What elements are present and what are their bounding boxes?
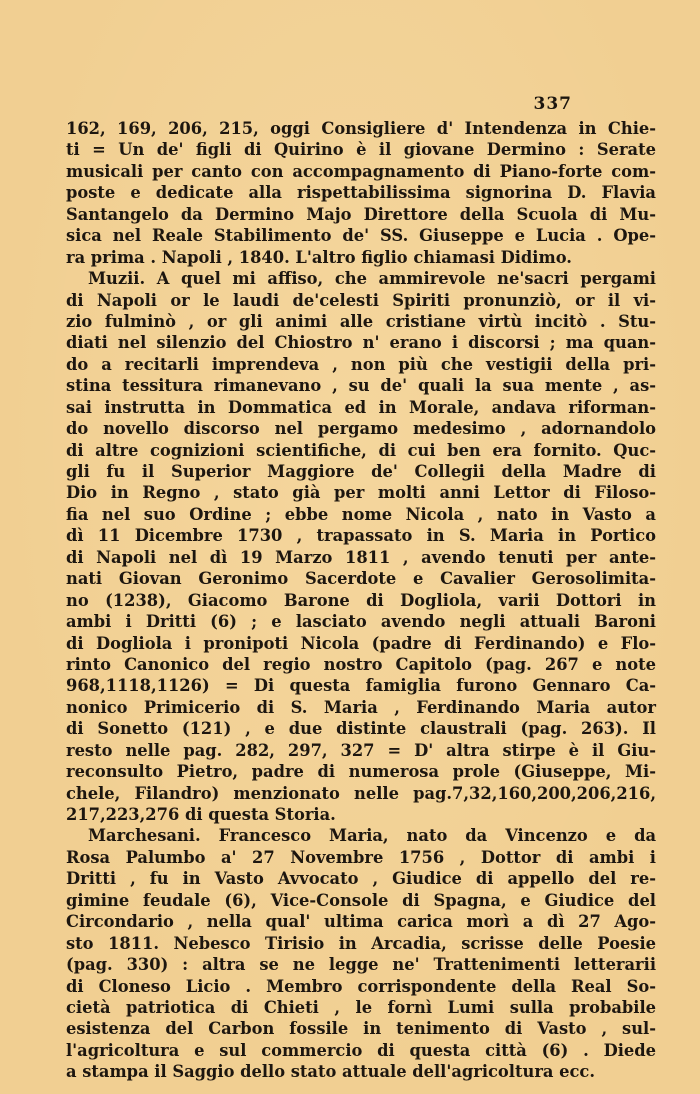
body-text <box>66 118 656 1083</box>
text-line: do novello discorso nel pergamo medesimo , adornandolo <box>66 419 656 439</box>
text-line: di Dogliola i pronipoti Nicola (padre di Ferdinando) e Flo- <box>66 633 656 653</box>
text-line: no (1238), Giacomo Barone di Dogliola, varii Dottori in <box>66 590 656 610</box>
text-line: Marchesani. Francesco Maria, nato da Vincenzo e da <box>88 826 656 846</box>
text-line: ambi i Dritti (6) ; e lasciato avendo negli attuali Baroni <box>66 612 656 632</box>
text-line: do a recitarli imprendeva , non più che vestigii della pri- <box>66 354 656 374</box>
text-line: 162, 169, 206, 215, oggi Consigliere d' Intendenza in Chie- <box>66 119 656 138</box>
text-line: Dio in Regno , stato già per molti anni Lettor di Filoso- <box>66 483 656 503</box>
text-line: musicali per canto con accompagnamento di Piano-forte com- <box>66 161 656 181</box>
text-line: reconsulto Pietro, padre di numerosa prole (Giuseppe, Mi- <box>66 762 656 782</box>
text-line: resto nelle pag. 282, 297, 327 = D' altra stirpe è il Giu- <box>66 740 656 760</box>
text-line: Circondario , nella qual' ultima carica morì a dì 27 Ago- <box>66 912 656 932</box>
text-line: di Napoli nel dì 19 Marzo 1811 , avendo tenuti per ante- <box>66 547 656 567</box>
text-line: di Sonetto (121) , e due distinte claustrali (pag. 263). Il <box>66 719 656 739</box>
text-line: Muzii. A quel mi affiso, che ammirevole ne'sacri pergami <box>88 269 656 289</box>
text-line: (pag. 330) : altra se ne legge ne' Trattenimenti letterarii <box>66 955 656 975</box>
page-number: 337 <box>533 94 572 114</box>
text-line: 217,223,276 di questa Storia. <box>66 805 336 824</box>
text-line: esistenza del Carbon fossile in tenimento di Vasto , sul- <box>66 1019 656 1039</box>
text-line: dì 11 Dicembre 1730 , trapassato in S. Maria in Portico <box>66 526 656 546</box>
text-line: Dritti , fu in Vasto Avvocato , Giudice di appello del re- <box>66 869 656 889</box>
text-line: di Cloneso Licio . Membro corrispondente della Real So- <box>66 976 656 996</box>
text-line: ti = Un de' figli di Quirino è il giovane Dermino : Serate <box>66 140 656 160</box>
text-line: gimine feudale (6), Vice-Console di Spagna, e Giudice del <box>66 890 656 910</box>
text-line: l'agricoltura e sul commercio di questa città (6) . Diede <box>66 1040 656 1060</box>
text-line: Rosa Palumbo a' 27 Novembre 1756 , Dottor di ambi i <box>66 847 656 867</box>
text-line: sica nel Reale Stabilimento de' SS. Giuseppe e Lucia . Ope- <box>66 226 656 246</box>
text-line: poste e dedicate alla rispettabilissima signorina D. Flavia <box>66 183 656 203</box>
text-line: a stampa il Saggio dello stato attuale dell'agricoltura ecc. <box>66 1062 595 1082</box>
text-line: zio fulminò , or gli animi alle cristiane virtù incitò . Stu- <box>66 311 656 331</box>
text-line: 968,1118,1126) = Di questa famiglia furono Gennaro Ca- <box>66 676 656 696</box>
text-line: Santangelo da Dermino Majo Direttore della Scuola di Mu- <box>66 204 656 224</box>
text-line: fia nel suo Ordine ; ebbe nome Nicola , nato in Vasto a <box>66 504 656 524</box>
text-line: sto 1811. Nebesco Tirisio in Arcadia, scrisse delle Poesie <box>66 933 656 953</box>
text-line: di Napoli or le laudi de'celesti Spiriti pronunziò, or il vi- <box>66 290 656 310</box>
text-line: nonico Primicerio di S. Maria , Ferdinando Maria autor <box>66 697 656 717</box>
text-line: rinto Canonico del regio nostro Capitolo (pag. 267 e note <box>66 654 656 674</box>
text-line: nati Giovan Geronimo Sacerdote e Cavalier Gerosolimita- <box>66 569 656 589</box>
text-line: ra prima . Napoli , 1840. L'altro figlio chiamasi Didimo. <box>66 247 572 267</box>
text-line: gli fu il Superior Maggiore de' Collegii della Madre di <box>66 462 656 481</box>
text-line: stina tessitura rimanevano , su de' quali la sua mente , as- <box>66 376 656 396</box>
text-line: sai instrutta in Dommatica ed in Morale, andava riforman- <box>66 397 656 417</box>
text-line: chele, Filandro) menzionato nelle pag.7,32,160,200,206,216, <box>66 783 656 803</box>
text-line: diati nel silenzio del Chiostro n' erano i discorsi ; ma quan- <box>66 333 656 353</box>
text-line: di altre cognizioni scientifiche, di cui ben era fornito. Quc- <box>66 440 656 460</box>
text-line: cietà patriotica di Chieti , le fornì Lumi sulla probabile <box>66 997 656 1017</box>
